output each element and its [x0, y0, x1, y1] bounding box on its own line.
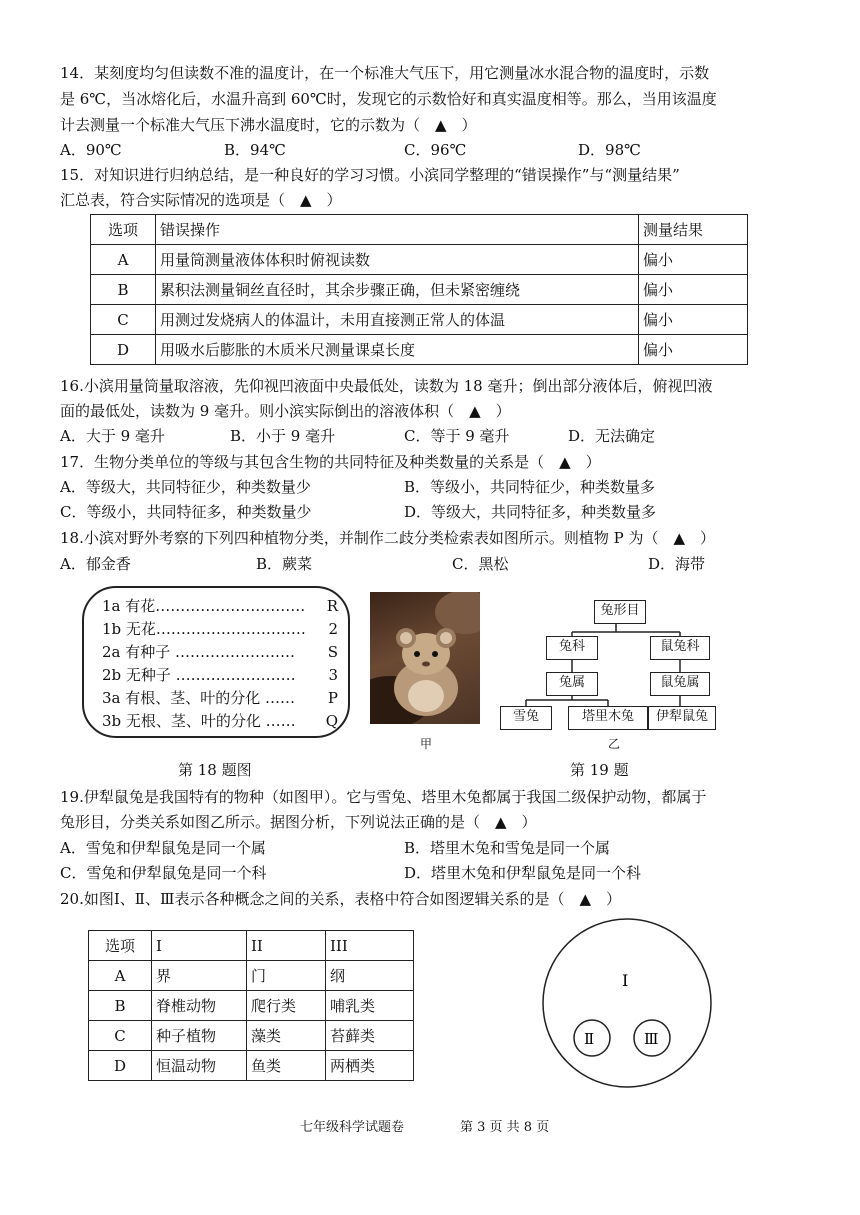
- table-cell: D: [91, 335, 156, 365]
- table-row: [91, 275, 748, 305]
- q14-option-c: C．96℃: [404, 141, 467, 159]
- table-cell: 苔藓类: [326, 1021, 414, 1051]
- circle-outer: [543, 919, 711, 1087]
- table-row: [89, 1021, 414, 1051]
- table-cell: 偏小: [639, 275, 748, 305]
- table-cell: B: [89, 991, 152, 1021]
- table-header: II: [247, 931, 326, 961]
- table-cell: 脊椎动物: [152, 991, 247, 1021]
- table-cell: C: [91, 305, 156, 335]
- q14-line1: 14．某刻度均匀但读数不准的温度计，在一个标准大气压下，用它测量冰水混合物的温度时，示数: [60, 64, 710, 82]
- table-cell: 用吸水后膨胀的木质米尺测量课桌长度: [156, 335, 639, 365]
- label-right: Ⅲ: [644, 1030, 659, 1048]
- q20-line1: 20.如图Ⅰ、Ⅱ、Ⅲ表示各种概念之间的关系，表格中符合如图逻辑关系的是（ ▲ ）: [60, 890, 621, 908]
- q14-option-d: D．98℃: [578, 141, 641, 159]
- table-cell: A: [89, 961, 152, 991]
- q19-option-d: D．塔里木兔和伊犁鼠兔是同一个科: [404, 864, 642, 882]
- tree-node-family-hare: 兔科: [546, 636, 598, 660]
- table-cell: 偏小: [639, 305, 748, 335]
- table-cell: 偏小: [639, 245, 748, 275]
- q18-option-b: B．蕨菜: [256, 555, 313, 573]
- label-outer: Ⅰ: [622, 971, 629, 990]
- table-cell: 哺乳类: [326, 991, 414, 1021]
- tree-node-species-ili-pika: 伊犁鼠兔: [648, 706, 716, 730]
- table-cell: 恒温动物: [152, 1051, 247, 1081]
- footer-page: 第 3 页 共 8 页: [460, 1120, 550, 1135]
- table-cell: 用测过发烧病人的体温计，未用直接测正常人的体温: [156, 305, 639, 335]
- table-header: 测量结果: [639, 215, 748, 245]
- q17-option-a: A．等级大，共同特征少，种类数量少: [60, 478, 311, 496]
- table-cell: 鱼类: [247, 1051, 326, 1081]
- q16-option-a: A．大于 9 毫升: [60, 427, 165, 445]
- q19-line2: 兔形目，分类关系如图乙所示。据图分析，下列说法正确的是（ ▲ ）: [60, 813, 537, 831]
- table-header: 选项: [91, 215, 156, 245]
- tree-node-genus-pika: 鼠兔属: [650, 672, 710, 696]
- table-cell: 两栖类: [326, 1051, 414, 1081]
- q18-caption: 第 18 题图: [178, 761, 252, 779]
- q19-option-a: A．雪兔和伊犁鼠兔是同一个属: [60, 839, 266, 857]
- table-cell: 门: [247, 961, 326, 991]
- q14-option-a: A．90℃: [60, 141, 122, 159]
- q16-option-c: C．等于 9 毫升: [404, 427, 510, 445]
- pika-photo: [370, 592, 480, 724]
- q14-line3: 计去测量一个标准大气压下沸水温度时，它的示数为（ ▲ ）: [60, 116, 477, 134]
- q16-option-d: D．无法确定: [568, 427, 656, 445]
- q19-caption: 第 19 题: [570, 761, 629, 779]
- table-cell: 用量筒测量液体体积时俯视读数: [156, 245, 639, 275]
- q16-line2: 面的最低处，读数为 9 毫升。则小滨实际倒出的溶液体积（ ▲ ）: [60, 402, 511, 420]
- table-row: [91, 305, 748, 335]
- footer-title: 七年级科学试题卷: [300, 1120, 405, 1135]
- tree-node-family-pika: 鼠兔科: [650, 636, 710, 660]
- table-header: 选项: [89, 931, 152, 961]
- table-cell: 藻类: [247, 1021, 326, 1051]
- table-header: I: [152, 931, 247, 961]
- q19-option-b: B．塔里木兔和雪兔是同一个属: [404, 839, 611, 857]
- fig-jia-label: 甲: [420, 737, 433, 751]
- tree-node-genus-hare: 兔属: [546, 672, 598, 696]
- table-row: [91, 245, 748, 275]
- q14-option-b: B．94℃: [224, 141, 286, 159]
- q18-line1: 18.小滨对野外考察的下列四种植物分类，并制作二歧分类检索表如图所示。则植物 P 为（ ▲ ）: [60, 529, 716, 547]
- tree-node-species-tarim: 塔里木兔: [568, 706, 648, 730]
- table-cell: 爬行类: [247, 991, 326, 1021]
- q20-table: [88, 930, 414, 1081]
- tree-node-order: 兔形目: [594, 600, 646, 624]
- table-cell: 纲: [326, 961, 414, 991]
- table-cell: A: [91, 245, 156, 275]
- q18-option-c: C．黑松: [452, 555, 509, 573]
- pika-icon: [370, 592, 480, 724]
- q19-option-c: C．雪兔和伊犁鼠兔是同一个科: [60, 864, 267, 882]
- table-header: III: [326, 931, 414, 961]
- table-cell: 界: [152, 961, 247, 991]
- q15-line1: 15．对知识进行归纳总结，是一种良好的学习习惯。小滨同学整理的“错误操作”与“测量结果”: [60, 166, 680, 184]
- q17-option-c: C．等级小，共同特征多，种类数量少: [60, 503, 312, 521]
- q15-table: [90, 214, 748, 365]
- concept-circles: [540, 916, 714, 1090]
- table-cell: C: [89, 1021, 152, 1051]
- q18-option-a: A．郁金香: [60, 555, 131, 573]
- table-cell: 偏小: [639, 335, 748, 365]
- table-row: [89, 961, 414, 991]
- q16-line1: 16.小滨用量筒量取溶液，先仰视凹液面中央最低处，读数为 18 毫升；倒出部分液体后，俯视凹液: [60, 377, 713, 395]
- table-row: [89, 931, 414, 961]
- fig-yi-label: 乙: [608, 737, 621, 751]
- tree-node-species-snowshoe: 雪兔: [500, 706, 552, 730]
- q19-line1: 19.伊犁鼠兔是我国特有的物种（如图甲）。它与雪兔、塔里木兔都属于我国二级保护动物，都属于: [60, 788, 707, 806]
- table-cell: 累积法测量铜丝直径时，其余步骤正确，但未紧密缠绕: [156, 275, 639, 305]
- q17-option-d: D．等级大，共同特征多，种类数量多: [404, 503, 657, 521]
- table-row: [91, 335, 748, 365]
- dichotomous-key: 1a 有花………………………… R 1b 无花………………………… 2 2a 有种子 …………………… S 2b 无种子 …………………… 3 3a 有根、茎、叶的分化 …… P 3b 无根、茎、叶的分化 …… Q: [82, 586, 350, 738]
- q17-line1: 17．生物分类单位的等级与其包含生物的共同特征及种类数量的关系是（ ▲ ）: [60, 453, 601, 471]
- table-header: 错误操作: [156, 215, 639, 245]
- label-left: Ⅱ: [584, 1030, 595, 1048]
- table-row: [89, 1051, 414, 1081]
- table-cell: D: [89, 1051, 152, 1081]
- table-cell: 种子植物: [152, 1021, 247, 1051]
- q15-line2: 汇总表，符合实际情况的选项是（ ▲ ）: [60, 191, 342, 209]
- table-row: [91, 215, 748, 245]
- q14-line2: 是 6℃，当冰熔化后，水温升高到 60℃时，发现它的示数恰好和真实温度相等。那么，当用该温度: [60, 90, 717, 108]
- q18-option-d: D．海带: [648, 555, 706, 573]
- q16-option-b: B．小于 9 毫升: [230, 427, 336, 445]
- table-cell: B: [91, 275, 156, 305]
- q17-option-b: B．等级小，共同特征少，种类数量多: [404, 478, 656, 496]
- table-row: [89, 991, 414, 1021]
